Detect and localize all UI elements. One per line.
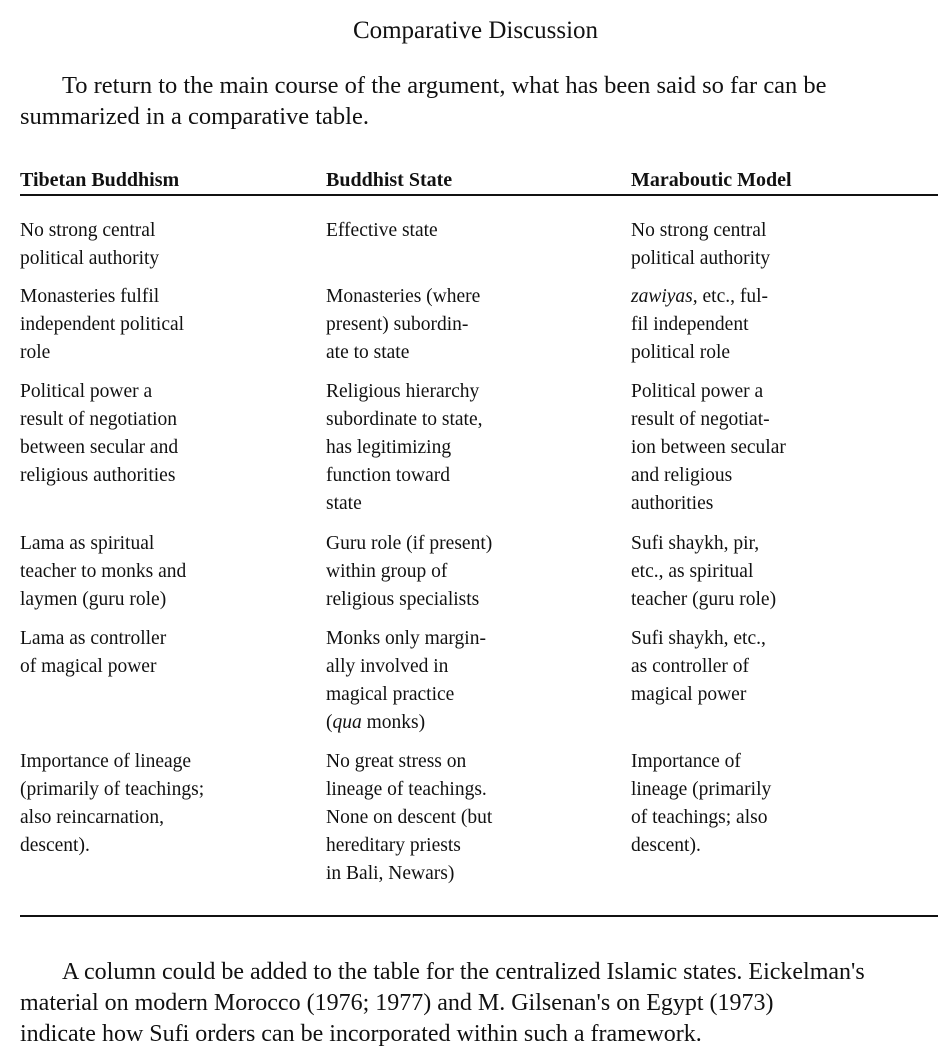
closing-line: indicate how Sufi orders can be incorporated within such a framework. (20, 1021, 702, 1047)
table-cell: Lama as spiritual teacher to monks and laymen (guru role) (20, 533, 187, 610)
column-header-maraboutic-model: Maraboutic Model (631, 169, 792, 191)
closing-paragraph (20, 957, 940, 1050)
table-cell: Importance of lineage (primarily of teachings; also descent). (631, 751, 772, 856)
table-cell: No strong central political authority (20, 220, 160, 269)
intro-paragraph: To return to the main course of the argument, what has been said so far can be summarized in a comparative table. (20, 72, 827, 130)
table-cell: Political power a result of negotiation between secular and religious authorities (20, 381, 179, 486)
italic-term: qua (332, 712, 362, 733)
column-header-buddhist-state: Buddhist State (326, 169, 453, 191)
comparative-table (20, 168, 938, 884)
table-bottom-rule (20, 915, 938, 917)
table-cell: No great stress on lineage of teachings. None on descent (but hereditary priests in Bali, Newars) (326, 751, 493, 884)
table-cell: Guru role (if present) within group of religious specialists (326, 533, 493, 610)
table-cell: Monasteries (where present) subordin- ate to state (326, 286, 481, 363)
table-cell: Monks only margin- ally involved in magical practice (qua monks) (326, 628, 486, 733)
table-cell: Lama as controller of magical power (20, 628, 167, 677)
closing-line: A column could be added to the table for the centralized Islamic states. Eickelman's (62, 959, 865, 985)
table-cell: Religious hierarchy subordinate to state, has legitimizing function toward state (326, 381, 483, 514)
table-top-rule (20, 194, 938, 196)
table-cell: Monasteries fulfil independent political role (20, 286, 185, 363)
table-cell: Importance of lineage (primarily of teachings; also reincarnation, descent). (20, 751, 205, 856)
table-cell (631, 283, 931, 367)
column-header-tibetan-buddhism: Tibetan Buddhism (20, 169, 180, 191)
table-cell: Political power a result of negotiat- ion between secular and religious authorities (631, 381, 786, 514)
table-cell: No strong central political authority (631, 220, 771, 269)
table-cell: Sufi shaykh, pir, etc., as spiritual teacher (guru role) (631, 533, 777, 610)
table-cell: Sufi shaykh, etc., as controller of magical power (631, 628, 766, 705)
closing-line: material on modern Morocco (1976; 1977) and M. Gilsenan's on Egypt (1973) (20, 990, 774, 1016)
cell-text: Monks only margin- ally involved in magical practice (326, 628, 486, 705)
table-header (20, 168, 938, 195)
italic-term: zawiyas, (631, 286, 698, 307)
cell-text: monks) (361, 712, 426, 733)
cell-text: etc., ful- fil independent political role (631, 286, 769, 363)
table-cell: Effective state (326, 220, 438, 241)
section-heading: Comparative Discussion (352, 17, 599, 44)
